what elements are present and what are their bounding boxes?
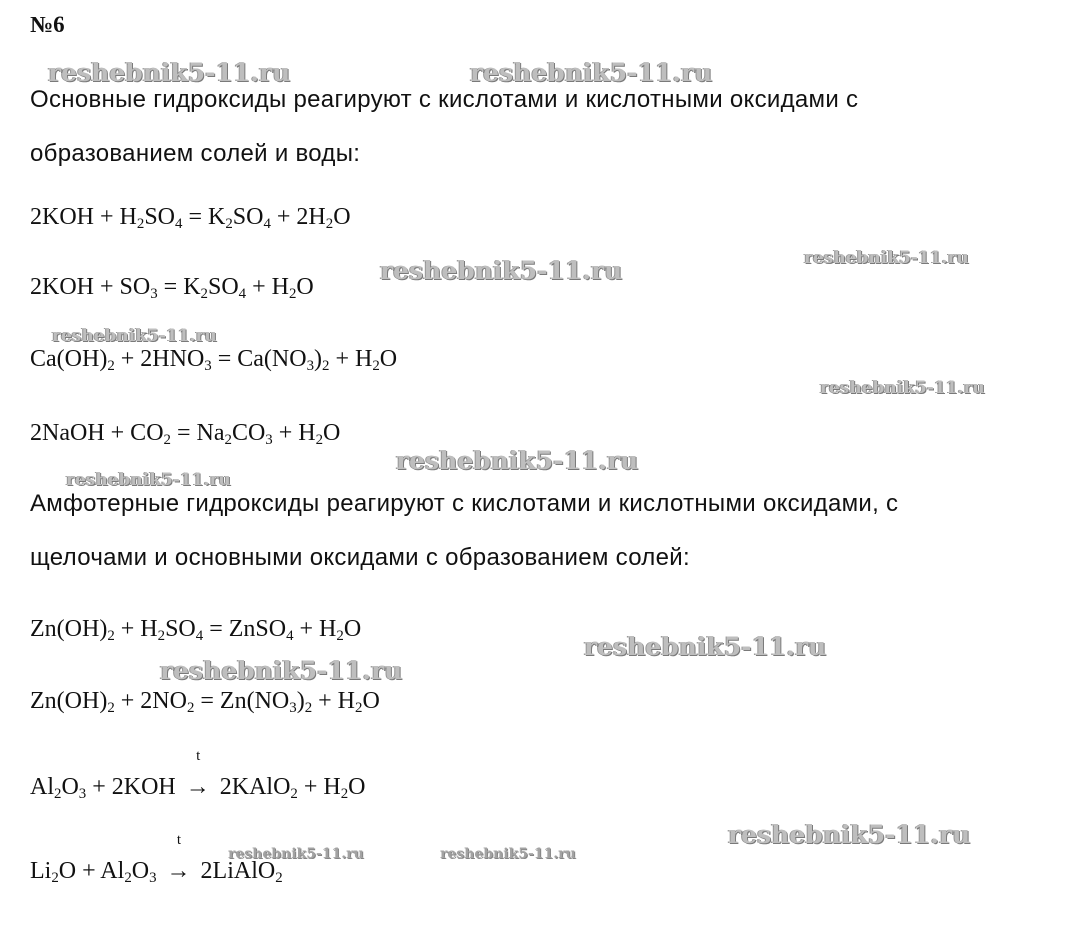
equation-5: $Zn(OH)_2 + H_2SO_4$ = ZnSO$_4$ + $H_2O$ bbox=[30, 616, 362, 645]
watermark: reshebnik5-11.ru bbox=[728, 820, 971, 849]
equation-3: $Ca(OH)_2 + 2HNO_3 = Ca(NO_3)_2 + H_2O$ bbox=[30, 346, 398, 375]
watermark: reshebnik5-11.ru bbox=[396, 446, 639, 475]
task-number: №6 bbox=[30, 12, 65, 37]
heat-arrow: t → bbox=[166, 832, 191, 884]
watermark: reshebnik5-11.ru bbox=[804, 248, 969, 268]
watermark: reshebnik5-11.ru bbox=[228, 846, 364, 862]
watermark: reshebnik5-11.ru bbox=[48, 58, 291, 87]
paragraph-amphoteric-line2: щелочами и основными оксидами с образованием солей: bbox=[30, 544, 690, 571]
paragraph-basic-line1: Основные гидроксиды реагируют с кислотами и кислотными оксидами с bbox=[30, 86, 859, 113]
heat-label: t bbox=[176, 832, 182, 848]
heat-arrow: t → bbox=[185, 748, 210, 800]
equation-2: $2KOH + SO_3 = K_2SO_4 + H_2O$ bbox=[30, 274, 314, 303]
paragraph-amphoteric-line1: Амфотерные гидроксиды реагируют с кислотами и кислотными оксидами, с bbox=[30, 490, 899, 517]
watermark: reshebnik5-11.ru bbox=[52, 326, 217, 346]
watermark: reshebnik5-11.ru bbox=[160, 656, 403, 685]
equation-8: $Li_2O + Al_2O_3$ t → 2LiAlO$_2$ bbox=[30, 832, 283, 887]
paragraph-basic-line2: образованием солей и воды: bbox=[30, 140, 361, 167]
equation-1: $2KOH + H_2SO_4 = K_2SO_4 + 2H_2O$ bbox=[30, 204, 351, 233]
watermark: reshebnik5-11.ru bbox=[820, 378, 985, 398]
watermark: reshebnik5-11.ru bbox=[470, 58, 713, 87]
heat-label: t bbox=[196, 748, 201, 764]
equation-6: $Zn(OH)_2 + 2NO_2 = Zn(NO_3)_2 + H_2O$ bbox=[30, 688, 380, 717]
equation-4: 2NaOH + $CO_2 = Na_2CO_3 + H_2O$ bbox=[30, 420, 341, 449]
watermark: reshebnik5-11.ru bbox=[66, 470, 231, 490]
equation-7: $Al_2O_3 + 2KOH$ t → 2KAlO$_2$ + $H_2O$ bbox=[30, 748, 366, 803]
watermark: reshebnik5-11.ru bbox=[380, 256, 623, 285]
watermark: reshebnik5-11.ru bbox=[440, 846, 576, 862]
watermark: reshebnik5-11.ru bbox=[584, 632, 827, 661]
